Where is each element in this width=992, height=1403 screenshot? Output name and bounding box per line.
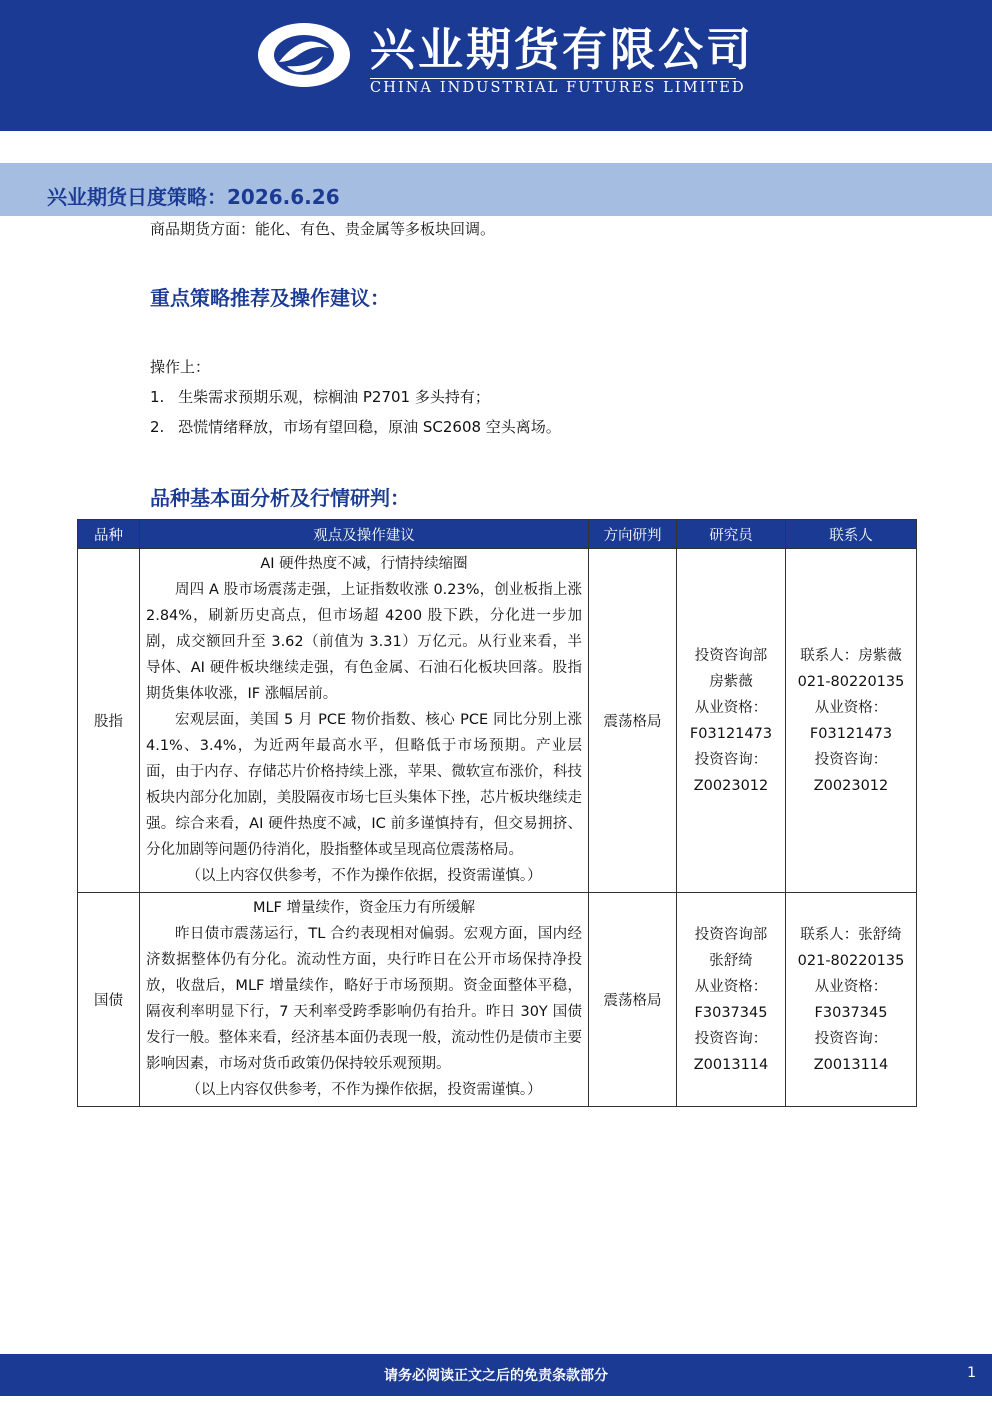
view-paragraph: 宏观层面，美国 5 月 PCE 物价指数、核心 PCE 同比分别上涨 4.1%、3.4%，为近两年最高水平，但略低于市场预期。产业层面，由于内存、存储芯片价格持续上涨，苹果、微软宣布涨价，科技板块内部分化加剧，美股隔夜市场七巨头集体下挫，芯片板块继续走强。综合来看，AI 硬件热度不减，IC 前多谨慎持有，但交易拥挤、分化加剧等问题仍待消化，股指整体或呈现高位震荡格局。 [146,712,582,858]
view-title: AI 硬件热度不减，行情持续缩圈 [260,556,468,572]
column-header: 品种 [78,520,140,549]
view-paragraph: 周四 A 股市场震荡走强，上证指数收涨 0.23%，创业板指上涨 2.84%，刷新历史高点，但市场超 4200 股下跌，分化进一步加剧，成交额回升至 3.62（前值为 3.31）万亿元。从行业来看，半导体、AI 硬件板块继续走强，有色金属、石油石化板块回落。股指期货集体收涨，IF 涨幅居前。 [146,582,582,702]
strategy-item [150,386,490,407]
view-paragraph: 昨日债市震荡运行，TL 合约表现相对偏弱。宏观方面，国内经济数据整体仍有分化。流动性方面，央行昨日在公开市场保持净投放，收盘后，MLF 增量续作，略好于市场预期。资金面整体平稳，隔夜利率明显下行，7 天利率受跨季影响仍有抬升。昨日 30Y 国债发行一般。整体来看，经济基本面仍表现一般，流动性仍是债市主要影响因素，市场对货币政策仍保持较乐观预期。 [146,926,582,1072]
direction-cell: 震荡格局 [589,893,677,1107]
researcher-line: 投资咨询部 [694,647,768,664]
researcher-line: 从业资格： [694,978,768,995]
researcher-line: F03121473 [689,725,773,742]
company-name-divider [370,78,736,79]
view-disclaimer: （以上内容仅供参考，不作为操作依据，投资需谨慎。） [186,868,542,884]
researcher-line: 从业资格： [694,699,768,716]
contact-line: 021-80220135 [797,673,905,690]
view-cell [140,549,589,893]
researcher-line: 张舒绮 [709,952,753,969]
strategy-item-text: 恐慌情绪释放，市场有望回稳，原油 SC2608 空头离场。 [178,418,561,436]
strategy-item [150,416,561,437]
column-header: 研究员 [677,520,786,549]
column-header: 观点及操作建议 [140,520,589,549]
commodity-summary: 商品期货方面：能化、有色、贵金属等多板块回调。 [150,220,496,238]
contact-line: 从业资格： [814,978,888,995]
strategy-item-number: 1. [150,388,165,406]
company-logo-icon [257,22,351,88]
contact-line: 联系人：房紫薇 [800,647,902,664]
analysis-table [77,519,917,1107]
contact-line: 从业资格： [814,699,888,716]
direction-cell: 震荡格局 [589,549,677,893]
analysis-heading: 品种基本面分析及行情研判： [150,486,410,510]
variety-cell: 国债 [78,893,140,1107]
footer-bar [0,1354,992,1396]
contact-cell [786,549,917,893]
company-name-cn: 兴业期货有限公司 [370,23,755,76]
page-number: 1 [967,1365,976,1381]
page-title: 兴业期货日度策略：2026.6.26 [47,185,340,209]
column-header: 方向研判 [589,520,677,549]
researcher-line: F3037345 [694,1004,768,1021]
view-title: MLF 增量续作，资金压力有所缓解 [252,900,476,916]
researcher-cell [677,893,786,1107]
header-banner [0,0,992,131]
contact-line: F03121473 [809,725,893,742]
contact-line: F3037345 [814,1004,888,1021]
contact-line: 021-80220135 [797,952,905,969]
researcher-line: Z0023012 [693,777,769,794]
researcher-line: 投资咨询： [694,1030,768,1047]
view-cell [140,893,589,1107]
footer-disclaimer-link[interactable]: 请务必阅读正文之后的免责条款部分 [384,1368,608,1384]
researcher-line: Z0013114 [693,1056,769,1073]
column-header: 联系人 [786,520,917,549]
table-header-row [78,520,917,549]
company-name-en: CHINA INDUSTRIAL FUTURES LIMITED [370,80,746,96]
contact-line: Z0013114 [813,1056,889,1073]
contact-line: 投资咨询： [814,751,888,768]
researcher-line: 投资咨询： [694,751,768,768]
variety-cell: 股指 [78,549,140,893]
strategy-item-text: 生柴需求预期乐观，棕榈油 P2701 多头持有； [178,388,490,406]
researcher-cell [677,549,786,893]
strategy-item-number: 2. [150,418,165,436]
contact-line: Z0023012 [813,777,889,794]
researcher-line: 房紫薇 [709,673,753,690]
strategy-heading: 重点策略推荐及操作建议： [150,286,390,310]
view-disclaimer: （以上内容仅供参考，不作为操作依据，投资需谨慎。） [186,1082,542,1098]
table-row [78,893,917,1107]
researcher-line: 投资咨询部 [694,926,768,943]
contact-cell [786,893,917,1107]
contact-line: 联系人：张舒绮 [800,926,902,943]
table-row [78,549,917,893]
strategy-lead: 操作上： [150,358,211,376]
contact-line: 投资咨询： [814,1030,888,1047]
